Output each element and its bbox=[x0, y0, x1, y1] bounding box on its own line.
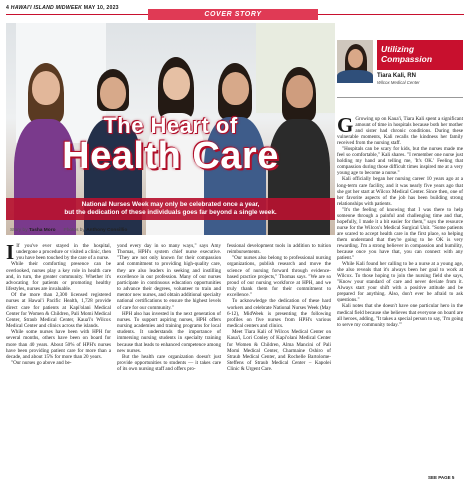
sidebar-rule bbox=[337, 97, 463, 98]
photos-label: Photos by bbox=[63, 228, 85, 233]
page-number: 4 bbox=[6, 5, 10, 11]
paragraph: Of the more than 2,300 licensed registered nurses at Hawai'i Pacific Health, 1,728 provide direct care for patients at Kapi'olani Medical Center for Women & Children, Pali Momi Medical Center, Straub Medical Center, Kaua'i's Wilcox Medical Center and clinics across the islands. bbox=[6, 292, 111, 330]
page-header bbox=[6, 5, 119, 11]
paragraph: While some nurses have been with HPH for several months, others have been on board for more than 40 years. About 50% of HPH's nurses have been providing patient care for more than a decade, and about 15% for more than 20 years. bbox=[6, 329, 111, 360]
photographer: Anthony Consillio bbox=[86, 228, 128, 233]
story-label: Story by bbox=[10, 228, 28, 233]
paragraph: yond every day in so many ways," says Amy Thomas, HPH's system chief nurse executive. "They are not only known for their compassion and commitment to providing high-quality care, they are also leaders in seeking and instilling excellence in our profession. Many of our nurses participate in continuous education opportunities to advance their degrees, volunteer to train and mentor new nurses, and obtain additional specialty national certifications to ensure the highest levels of care for our community." bbox=[117, 243, 221, 311]
paragraph bbox=[6, 240, 111, 264]
paragraph: HPH also has invested in the next generation of nurses. To support aspiring nurses, HPH offers nursing academies and training programs for local students. It understands the importance of immersing nursing students in specialty training because that leads to enhanced competence among new nurses. bbox=[117, 310, 221, 354]
paragraph-text: If you've ever stayed in the hospital, undergone a procedure or visited a clinic, then you have been touched by the care of a nurse. bbox=[16, 243, 111, 262]
drop-cap: I bbox=[6, 240, 15, 264]
paragraph: "Our nurses go above and be- bbox=[11, 359, 72, 366]
dek-bar bbox=[6, 198, 335, 220]
publication-name: HAWAI'I ISLAND MIDWEEK bbox=[10, 5, 83, 11]
paragraph: "It's the feeling of knowing that I was there to help someone through a painful and challenging time and that, hopefully, I made it a bit easier for them," says the resource nurse for the Wilcox's Medical Surgical Unit. "Some patients are scared to accept health care in the first place, so helping them understand that they're going to be OK is very rewarding. I'm a strong believer in compassion and humility, because once you have that, you can connect with any patient." bbox=[337, 206, 463, 262]
paragraph: While their comforting presence can be overlooked, nurses play a key role in health care and, in turn, the greater community. Whether it's advocating for patients or promoting healthy lifestyles, nurses are invaluable. bbox=[6, 261, 111, 293]
paragraph bbox=[337, 113, 463, 147]
title-line-2: Health Care bbox=[62, 135, 279, 177]
headshot-photo bbox=[337, 40, 373, 83]
cover-title bbox=[6, 115, 335, 175]
paragraph: To acknowledge the dedication of these hard workers and celebrate National Nurses Week (May 6-12), MidWeek is presenting the following profiles on five nurses from HPH's various medical centers and clinics. bbox=[227, 298, 331, 330]
dek-text bbox=[6, 198, 335, 217]
dek-line-1: National Nurses Week may only be celebrated once a year, bbox=[81, 201, 260, 208]
sidebar-heading bbox=[377, 40, 463, 64]
issue-date: MAY 10, 2023 bbox=[83, 5, 119, 11]
section-banner bbox=[148, 9, 318, 20]
paragraph: "Our nurses also belong to professional nursing organizations, publish research and move the science of nursing forward through evidence-based practice projects," Thomas says. "We are so proud of our nursing workforce at HPH, and we truly thank them for their commitment to excellence." bbox=[227, 255, 331, 299]
continued-on-label: SEE PAGE 5 bbox=[428, 475, 455, 480]
sidebar-heading-box bbox=[377, 40, 463, 70]
nurse-name: Tiara Kali, RN bbox=[377, 73, 416, 79]
story-author: Tasha Moro bbox=[28, 228, 56, 233]
drop-cap: G bbox=[337, 113, 354, 137]
sidebar-heading-line-1: Utilizing bbox=[381, 44, 415, 54]
paragraph: Kali notes that she doesn't have one particular hero in the medical field because she believes that everyone on board are all heroes, adding, "It takes a special person to say, 'I'm going to serve my community today.'" bbox=[337, 303, 463, 328]
paragraph: fessional development tools in addition to tuition reimbursements. bbox=[227, 243, 331, 256]
article-column-2 bbox=[117, 243, 221, 372]
title-line-1: The Heart of bbox=[103, 113, 238, 138]
paragraph: But the health care organization doesn't just provide opportunities to students — it takes care of its own nursing staff and offers pro- bbox=[117, 353, 221, 373]
paragraph: "Hospitals can be scary for kids, but the nurses made me feel so comfortable," Kali shares. "I remember one nurse just holding my hand and telling me, 'It's OK.' Feeling that compassion during those difficult times inspired me at a very young age to become a nurse." bbox=[337, 146, 463, 177]
article-column-3 bbox=[227, 243, 331, 372]
sidebar-heading-line-2: Compassion bbox=[381, 54, 433, 64]
nurse-affiliation: Wilcox Medical Center bbox=[377, 80, 420, 85]
paragraph: Meet Tiara Kali of Wilcox Medical Center on Kaua'i, Lori Conley of Kapi'olani Medical Center for Women & Children, Alma Mancini of Pali Momi Medical Center, Charmaine Oshiro of Straub Medical Center, and Rochelle Bartolome-Steffens of Straub Medical Center – Kapolei Clinic & Urgent Care. bbox=[227, 329, 331, 373]
article-column-4 bbox=[337, 113, 463, 328]
paragraph: While Kali found her calling to be a nurse at a young age, she also reveals that it's always been her goal to work at Wilcox. To those hoping to join the nursing field she says, "Know your standard of care and never deviate from it. Always start your shift with a positive attitude and be prepared for anything. Also, don't ever be afraid to ask questions." bbox=[337, 261, 463, 304]
section-label: COVER STORY bbox=[204, 11, 262, 18]
article-column-1 bbox=[6, 240, 111, 366]
dek-line-2: but the dedication of these individuals goes far beyond a single week. bbox=[64, 209, 277, 216]
paragraph-text: Growing up on Kaua'i, Tiara Kali spent a significant amount of time in hospitals because both her mother and sister had chronic conditions. During these vulnerable moments, Kali recalls the kindness her family received from the nursing staff. bbox=[337, 116, 463, 147]
credits bbox=[10, 228, 127, 233]
paragraph: Kali officially began her nursing career 10 years ago at a long-term care facility, and it was nearly five years ago that she got her start at Wilcox Medical Center. Since then, one of her favorite aspects of the job has been building strong relationships with patients. bbox=[337, 176, 463, 207]
